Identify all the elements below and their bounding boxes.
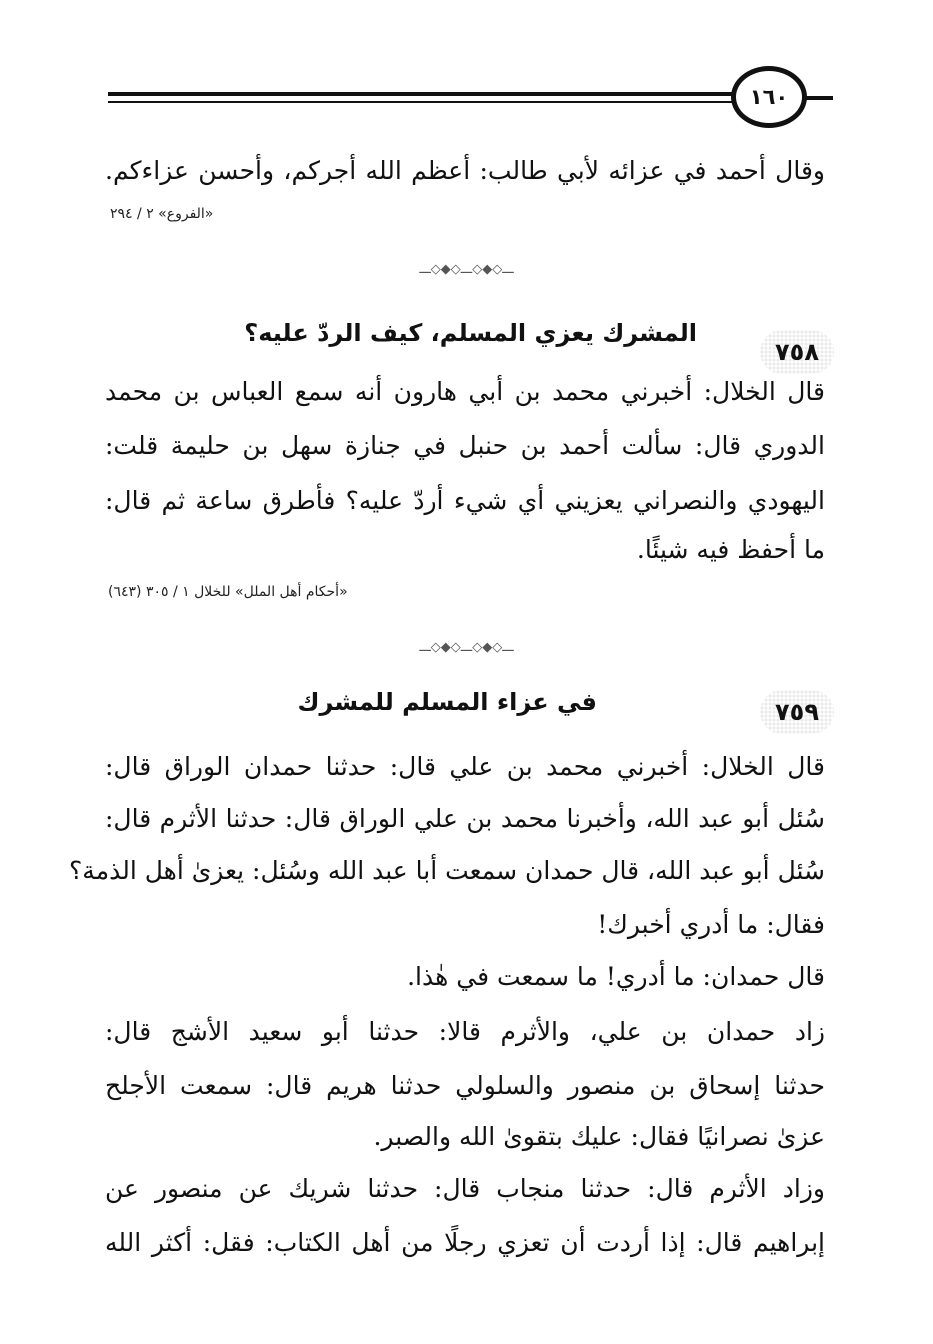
text-line: قال الخلال: أخبرني محمد بن علي قال: حدثنا حمدان الوراق قال: xyxy=(105,752,825,781)
text-line: حدثنا إسحاق بن منصور والسلولي حدثنا هريم قال: سمعت الأجلح xyxy=(105,1071,825,1100)
citation: «أحكام أهل الملل» للخلال ١ / ٣٠٥ (٦٤٣) xyxy=(108,584,348,600)
header-rule-right xyxy=(806,96,833,100)
text-line: اليهودي والنصراني يعزيني أي شيء أردّ عليه؟ فأطرق ساعة ثم قال: xyxy=(105,486,825,515)
text-line: قال الخلال: أخبرني محمد بن أبي هارون أنه سمع العباس بن محمد xyxy=(105,377,825,406)
header-rule-thick xyxy=(108,92,733,96)
page-number-badge xyxy=(731,66,807,128)
text-line: إبراهيم قال: إذا أردت أن تعزي رجلًا من أهل الكتاب: فقل: أكثر الله xyxy=(105,1228,825,1257)
text-line: وقال أحمد في عزائه لأبي طالب: أعظم الله أجركم، وأحسن عزاءكم. xyxy=(105,156,825,185)
text-line: عزىٰ نصرانيًا فقال: عليك بتقوىٰ الله والصبر. xyxy=(373,1122,825,1151)
section-divider-ornament: ـــ◇◆◇ـــ◇◆◇ـــ xyxy=(419,262,514,277)
section-title: المشرك يعزي المسلم، كيف الردّ عليه؟ xyxy=(244,319,697,347)
section-number: ٧٥٨ xyxy=(775,338,819,366)
text-line: وزاد الأثرم قال: حدثنا منجاب قال: حدثنا شريك عن منصور عن xyxy=(105,1174,825,1203)
text-line: الدوري قال: سألت أحمد بن حنبل في جنازة سهل بن حليمة قلت: xyxy=(105,431,825,460)
section-number: ٧٥٩ xyxy=(775,698,819,726)
section-number-badge xyxy=(760,330,834,374)
section-divider-ornament: ـــ◇◆◇ـــ◇◆◇ـــ xyxy=(419,640,514,655)
text-line: قال حمدان: ما أدري! ما سمعت في هٰذا. xyxy=(407,962,825,991)
header-rule-thin xyxy=(108,101,733,103)
section-title: في عزاء المسلم للمشرك xyxy=(297,688,597,716)
text-line: فقال: ما أدري أخبرك! xyxy=(597,910,825,939)
text-line: زاد حمدان بن علي، والأثرم قالا: حدثنا أبو سعيد الأشج قال: xyxy=(105,1017,825,1046)
text-line: سُئل أبو عبد الله، وأخبرنا محمد بن علي الوراق قال: حدثنا الأثرم قال: xyxy=(105,804,825,833)
text-line: ما أحفظ فيه شيئًا. xyxy=(636,535,825,564)
citation: «الفروع» ٢ / ٢٩٤ xyxy=(110,206,214,222)
page-number: ١٦٠ xyxy=(749,85,789,109)
text-line: سُئل أبو عبد الله، قال حمدان سمعت أبا عبد الله وسُئل: يعزىٰ أهل الذمة؟ xyxy=(69,856,825,885)
section-number-badge xyxy=(760,690,834,734)
